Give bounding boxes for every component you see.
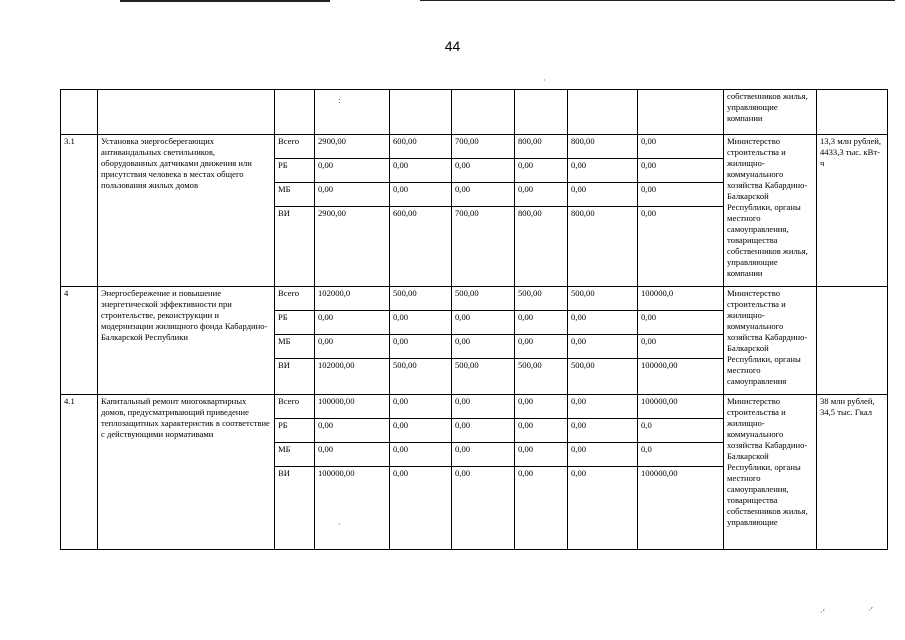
value-cell: 2900,00 — [315, 135, 390, 159]
source-label: Всего — [275, 395, 315, 419]
value-cell: 600,00 — [390, 207, 452, 287]
table-row-continuation — [61, 90, 888, 135]
value-cell: 500,00 — [568, 287, 638, 311]
row-number: 4 — [61, 287, 98, 395]
effect-cell: 38 млн рублей, 34,5 тыс. Гкал — [817, 395, 888, 550]
value-cell: 600,00 — [390, 135, 452, 159]
source-label: ВИ — [275, 207, 315, 287]
value-cell: 0,00 — [390, 159, 452, 183]
header-rule-right — [420, 0, 895, 1]
value-cell: 800,00 — [568, 207, 638, 287]
value-cell: 800,00 — [515, 135, 568, 159]
scan-speck: ·ʼ — [868, 606, 874, 615]
value-cell: 0,00 — [390, 395, 452, 419]
program-table — [60, 89, 888, 550]
table-row — [61, 395, 888, 419]
value-cell: 0,00 — [315, 183, 390, 207]
value-cell: 0,00 — [568, 159, 638, 183]
scan-speck: : — [338, 96, 341, 105]
value-cell: 0,00 — [638, 135, 724, 159]
effect-cell — [817, 287, 888, 395]
value-cell: 100000,00 — [638, 467, 724, 550]
source-label: ВИ — [275, 467, 315, 550]
page-number: 44 — [444, 38, 461, 54]
value-cell: 500,00 — [390, 359, 452, 395]
value-cell: 0,00 — [315, 443, 390, 467]
value-cell: 800,00 — [568, 135, 638, 159]
value-cell: 0,00 — [515, 419, 568, 443]
executor-cell: Министерство строительства и жилищно-коммунального хозяйства Кабардино-Балкарской Республики, органы местного самоуправления, товарищества собственников жилья, управляющие компании — [724, 135, 817, 287]
value-cell: 0,00 — [638, 335, 724, 359]
value-cell: 0,00 — [515, 443, 568, 467]
source-label: МБ — [275, 443, 315, 467]
value-cell: 0,00 — [515, 335, 568, 359]
value-cell: 0,00 — [638, 159, 724, 183]
value-cell: 0,00 — [638, 207, 724, 287]
value-cell: 0,00 — [568, 311, 638, 335]
value-cell: 500,00 — [452, 359, 515, 395]
table-row — [61, 135, 888, 159]
value-cell: 0,00 — [638, 311, 724, 335]
measure-name: Установка энергосберегающих антивандальных светильников, оборудованных датчиками движения или присутствия человека в местах общего пользования жилых домов — [98, 135, 275, 287]
value-cell: 0,00 — [315, 311, 390, 335]
source-label: РБ — [275, 419, 315, 443]
value-cell: 102000,00 — [315, 359, 390, 395]
value-cell: 0,00 — [390, 183, 452, 207]
measure-name: Капитальный ремонт многоквартирных домов, предусматривающий приведение теплозащитных характеристик в соответствие с действующими нормативами — [98, 395, 275, 550]
value-cell: 700,00 — [452, 207, 515, 287]
value-cell: 0,00 — [452, 335, 515, 359]
value-cell: 500,00 — [515, 359, 568, 395]
value-cell: 0,00 — [452, 467, 515, 550]
effect-cell: 13,3 млн рублей, 4433,3 тыс. кВт-ч — [817, 135, 888, 287]
value-cell: 0,00 — [515, 467, 568, 550]
value-cell: 0,00 — [452, 183, 515, 207]
value-cell: 0,00 — [390, 419, 452, 443]
value-cell: 0,00 — [390, 467, 452, 550]
value-cell: 100000,00 — [315, 467, 390, 550]
value-cell: 0,00 — [315, 159, 390, 183]
value-cell: 0,00 — [568, 467, 638, 550]
value-cell: 0,00 — [515, 395, 568, 419]
measure-name: Энергосбережение и повышение энергетической эффективности при строительстве, реконструкции и модернизации жилищного фонда Кабардино-Балкарской Республики — [98, 287, 275, 395]
value-cell: 0,00 — [568, 419, 638, 443]
value-cell: 0,00 — [638, 183, 724, 207]
value-cell: 0,00 — [390, 335, 452, 359]
row-number: 4.1 — [61, 395, 98, 550]
value-cell: 500,00 — [515, 287, 568, 311]
scan-speck: · — [338, 520, 341, 529]
value-cell: 0,00 — [315, 335, 390, 359]
value-cell: 0,00 — [390, 311, 452, 335]
value-cell: 0,00 — [568, 335, 638, 359]
source-label: РБ — [275, 311, 315, 335]
value-cell: 500,00 — [568, 359, 638, 395]
scan-speck: ·ʼ — [820, 608, 826, 617]
executor-cell: Министерство строительства и жилищно-коммунального хозяйства Кабардино-Балкарской Республики, органы местного самоуправления, товарищества собственников жилья, управляющие — [724, 395, 817, 550]
header-rule-left — [120, 0, 330, 2]
value-cell: 102000,0 — [315, 287, 390, 311]
value-cell: 0,00 — [515, 183, 568, 207]
value-cell: 0,00 — [315, 419, 390, 443]
source-label: РБ — [275, 159, 315, 183]
value-cell: 0,00 — [568, 183, 638, 207]
scan-speck: · — [543, 76, 546, 85]
source-label: Всего — [275, 135, 315, 159]
value-cell: 0,00 — [568, 443, 638, 467]
value-cell: 500,00 — [390, 287, 452, 311]
value-cell: 0,00 — [452, 159, 515, 183]
row-number: 3.1 — [61, 135, 98, 287]
value-cell: 2900,00 — [315, 207, 390, 287]
value-cell: 100000,00 — [638, 395, 724, 419]
value-cell: 100000,00 — [638, 359, 724, 395]
value-cell: 0,00 — [568, 395, 638, 419]
value-cell: 100000,00 — [315, 395, 390, 419]
value-cell: 0,0 — [638, 443, 724, 467]
source-label: ВИ — [275, 359, 315, 395]
executor-cell: Министерство строительства и жилищно-коммунального хозяйства Кабардино-Балкарской Республики, органы местного самоуправления — [724, 287, 817, 395]
source-label: МБ — [275, 335, 315, 359]
executor-cell: собственников жилья, управляющие компании — [724, 90, 817, 135]
source-label: Всего — [275, 287, 315, 311]
value-cell: 0,00 — [390, 443, 452, 467]
value-cell: 0,00 — [452, 443, 515, 467]
value-cell: 100000,0 — [638, 287, 724, 311]
value-cell: 0,00 — [452, 395, 515, 419]
table-row — [61, 287, 888, 311]
value-cell: 0,0 — [638, 419, 724, 443]
value-cell: 0,00 — [515, 311, 568, 335]
value-cell: 700,00 — [452, 135, 515, 159]
value-cell: 500,00 — [452, 287, 515, 311]
value-cell: 800,00 — [515, 207, 568, 287]
value-cell: 0,00 — [452, 311, 515, 335]
source-label: МБ — [275, 183, 315, 207]
value-cell: 0,00 — [452, 419, 515, 443]
value-cell: 0,00 — [515, 159, 568, 183]
